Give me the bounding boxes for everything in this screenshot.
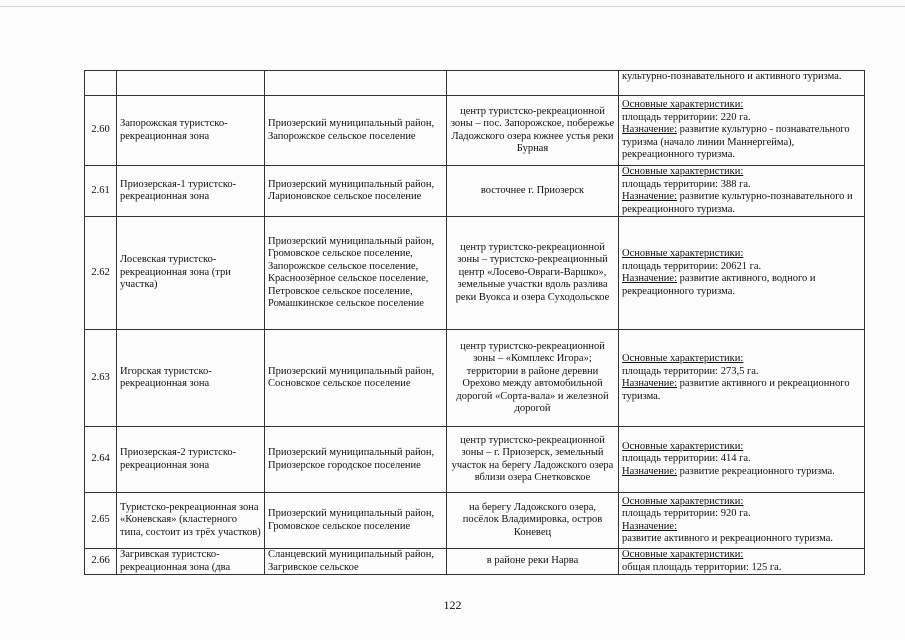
table-row <box>85 493 865 549</box>
zone-name-cell: Запорожская туристско-рекреационная зона <box>117 96 265 166</box>
district-cell: Приозерский муниципальный район, Громовское сельское поселение <box>265 493 447 549</box>
table-row <box>85 549 865 575</box>
location-cell: в районе реки Нарва <box>447 549 619 575</box>
characteristics-heading: Назначение: <box>622 465 678 477</box>
page-number: 122 <box>443 598 462 612</box>
table-row <box>85 217 865 330</box>
location-cell: центр туристско-рекреационной зоны – пос. Запорожское, побережье Ладожского озера южнее устья реки Бурная <box>447 96 619 166</box>
row-number-cell: 2.61 <box>85 166 117 217</box>
characteristics-heading: Основные характеристики: <box>622 99 744 111</box>
district-cell: Приозерский муниципальный район, Приозерское городское поселение <box>265 427 447 493</box>
zone-name-cell <box>117 71 265 96</box>
characteristics-text: площадь территории: 388 га. <box>622 178 751 190</box>
zone-name-cell: Загривская туристско-рекреационная зона (два <box>117 549 265 575</box>
characteristics-text: развитие культурно - познавательного туризма (начало линии Маннергейма), рекреационного туризма. <box>622 124 850 161</box>
zone-name-cell: Приозерская-1 туристско-рекреационная зона <box>117 166 265 217</box>
characteristics-text: развитие культурно-познавательного и рекреационного туризма. <box>622 191 853 215</box>
characteristics-text: площадь территории: 220 га. <box>622 111 751 123</box>
location-cell: центр туристско-рекреационной зоны – г. Приозерск, земельный участок на берегу Ладожского озера вблизи озера Снетковское <box>447 427 619 493</box>
location-cell: на берегу Ладожского озера, посёлок Владимировка, остров Коневец <box>447 493 619 549</box>
row-number-cell <box>85 71 117 96</box>
table-row <box>85 166 865 217</box>
characteristics-text: площадь территории: 414 га. <box>622 453 751 465</box>
location-cell: центр туристско-рекреационной зоны – «Комплекс Игора»; территории в районе деревни Орехово между автомобильной дорогой «Сорта-вала» и железной дорогой <box>447 330 619 427</box>
characteristics-text: развитие активного и рекреационного туризма. <box>622 378 850 402</box>
characteristics-text: общая площадь территории: 125 га. <box>622 561 782 573</box>
characteristics-text: площадь территории: 20621 га. <box>622 260 762 272</box>
characteristics-cell <box>619 71 865 96</box>
table-body <box>85 71 865 575</box>
district-cell: Приозерский муниципальный район, Громовское сельское поселение, Запорожское сельское поселение, Красноозёрное сельское поселение, Петровское сельское поселение, Ромашкинское сельское поселение <box>265 217 447 330</box>
district-cell: Приозерский муниципальный район, Сосновское сельское поселение <box>265 330 447 427</box>
characteristics-heading: Основные характеристики: <box>622 166 744 177</box>
characteristics-text: культурно-познавательного и активного туризма. <box>622 71 842 82</box>
characteristics-heading: Назначение: <box>622 124 678 136</box>
characteristics-text: развитие активного и рекреационного туризма. <box>622 533 833 544</box>
characteristics-heading: Назначение: <box>622 191 678 202</box>
district-cell: Сланцевский муниципальный район, Загривское сельское <box>265 549 447 575</box>
characteristics-cell <box>619 166 865 217</box>
table-row <box>85 427 865 493</box>
table-row <box>85 96 865 166</box>
characteristics-heading: Назначение: <box>622 378 678 389</box>
page-edge-line <box>0 6 905 7</box>
row-number-cell: 2.65 <box>85 493 117 549</box>
characteristics-cell <box>619 330 865 427</box>
characteristics-heading: Основные характеристики: <box>622 440 744 452</box>
location-cell <box>447 71 619 96</box>
table-row <box>85 330 865 427</box>
tourism-zones-table <box>84 70 865 575</box>
zone-name-cell: Лосевская туристско-рекреационная зона (три участка) <box>117 217 265 330</box>
characteristics-text: площадь территории: 273,5 га. <box>622 365 759 377</box>
characteristics-cell <box>619 217 865 330</box>
characteristics-heading: Основные характеристики: <box>622 495 744 507</box>
row-number-cell: 2.60 <box>85 96 117 166</box>
district-cell <box>265 71 447 96</box>
location-cell: восточнее г. Приозерск <box>447 166 619 217</box>
characteristics-heading: Основные характеристики: <box>622 549 744 560</box>
characteristics-heading: Основные характеристики: <box>622 248 744 259</box>
characteristics-heading: Основные характеристики: <box>622 353 744 364</box>
location-cell: центр туристско-рекреационной зоны – туристско-рекреационный центр «Лосево-Овраги-Варшко», земельные участки вдоль разлива реки Вуокса и озера Суходольское <box>447 217 619 330</box>
district-cell: Приозерский муниципальный район, Ларионовское сельское поселение <box>265 166 447 217</box>
row-number-cell: 2.64 <box>85 427 117 493</box>
characteristics-text: площадь территории: 920 га. <box>622 508 751 519</box>
characteristics-cell <box>619 427 865 493</box>
table-row <box>85 71 865 96</box>
zone-name-cell: Игорская туристско-рекреационная зона <box>117 330 265 427</box>
row-number-cell: 2.66 <box>85 549 117 575</box>
row-number-cell: 2.63 <box>85 330 117 427</box>
zone-name-cell: Туристско-рекреационная зона «Коневская» (кластерного типа, состоит из трёх участков) <box>117 493 265 549</box>
row-number-cell: 2.62 <box>85 217 117 330</box>
zone-name-cell: Приозерская-2 туристско-рекреационная зона <box>117 427 265 493</box>
characteristics-text: развитие активного, водного и рекреационного туризма. <box>622 273 816 297</box>
characteristics-cell <box>619 96 865 166</box>
characteristics-heading: Назначение: <box>622 520 678 532</box>
characteristics-cell <box>619 549 865 575</box>
characteristics-heading: Назначение: <box>622 273 678 284</box>
characteristics-cell <box>619 493 865 549</box>
district-cell: Приозерский муниципальный район, Запорожское сельское поселение <box>265 96 447 166</box>
characteristics-text: развитие рекреационного туризма. <box>677 465 835 477</box>
